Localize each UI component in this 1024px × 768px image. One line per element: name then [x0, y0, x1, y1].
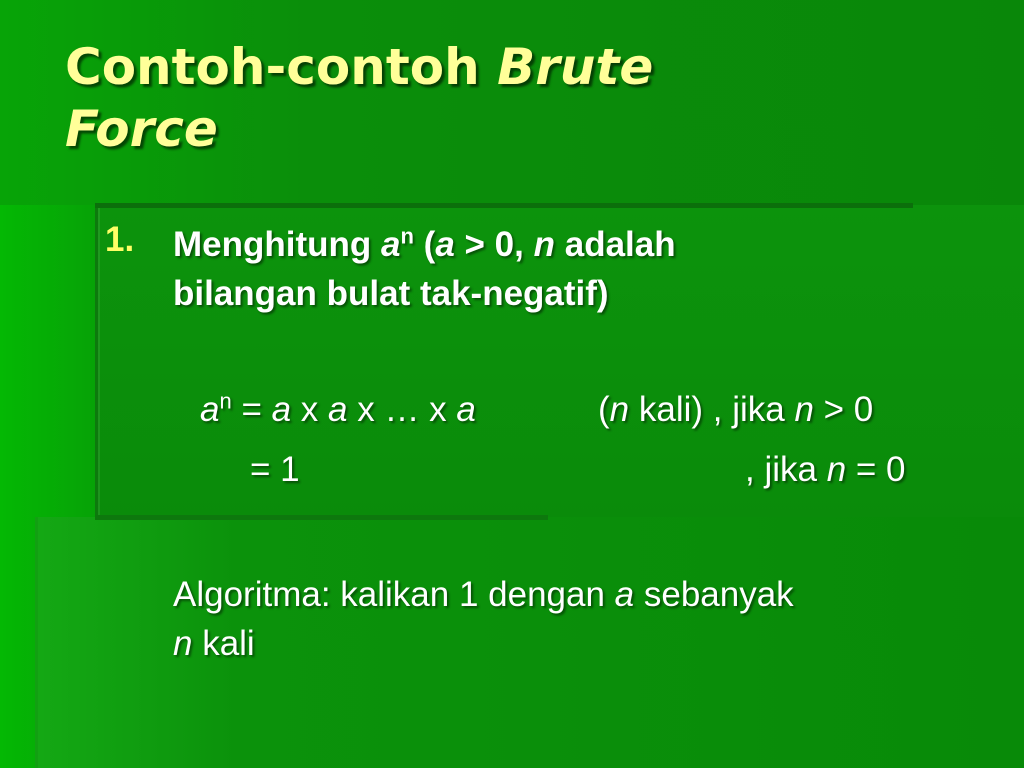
formula-jika: , jika: [745, 450, 827, 489]
formula-line-1-right: [598, 390, 873, 430]
formula-equals: =: [231, 390, 272, 429]
formula-n-2: n: [794, 390, 814, 429]
formula-times-ellipsis: x … x: [347, 390, 457, 429]
title-emphasis-2: Force: [65, 100, 218, 158]
upper-panel-divider: [95, 203, 913, 208]
exponent-n: n: [400, 223, 414, 249]
algo-text-1: Algoritma: kalikan 1 dengan: [173, 575, 615, 614]
item-text-4: adalah: [555, 225, 676, 264]
formula-a-3: a: [456, 390, 476, 429]
formula-n-1: n: [609, 390, 630, 429]
item-line-2: bilangan bulat tak-negatif): [173, 274, 609, 313]
item-text-3: > 0,: [454, 225, 534, 264]
var-a: a: [381, 225, 401, 264]
var-a-2: a: [435, 225, 455, 264]
formula-line-2-right: [745, 450, 906, 490]
algo-text-3: kali: [192, 624, 255, 663]
item-text-1: Menghitung: [173, 225, 382, 264]
item-text-2: (: [413, 225, 436, 264]
formula-gt-zero: > 0: [813, 390, 874, 429]
formula-a-2: a: [328, 390, 348, 429]
lower-panel-divider: [95, 515, 548, 520]
formula-times-1: x: [291, 390, 329, 429]
title-emphasis-1: Brute: [497, 38, 654, 96]
formula-eq-zero: = 0: [846, 450, 906, 489]
formula-paren: (: [598, 390, 610, 429]
formula-line-2-left: = 1: [250, 450, 300, 489]
var-n: n: [533, 225, 555, 264]
slide-title: [65, 36, 965, 160]
formula-a-1: a: [271, 390, 292, 429]
algo-var-a: a: [614, 575, 635, 614]
formula-line-1-left: [200, 390, 476, 430]
formula-var-a: a: [200, 390, 220, 429]
formula-kali-jika: kali) , jika: [629, 390, 795, 429]
title-prefix: Contoh-contoh: [65, 38, 498, 96]
formula-exponent: n: [219, 388, 232, 414]
algo-text-2: sebanyak: [634, 575, 794, 614]
list-number: 1.: [105, 220, 135, 259]
algo-var-n: n: [173, 624, 193, 663]
algorithm-text: [173, 570, 1003, 668]
list-item-text: [173, 220, 993, 318]
formula-n-3: n: [826, 450, 847, 489]
